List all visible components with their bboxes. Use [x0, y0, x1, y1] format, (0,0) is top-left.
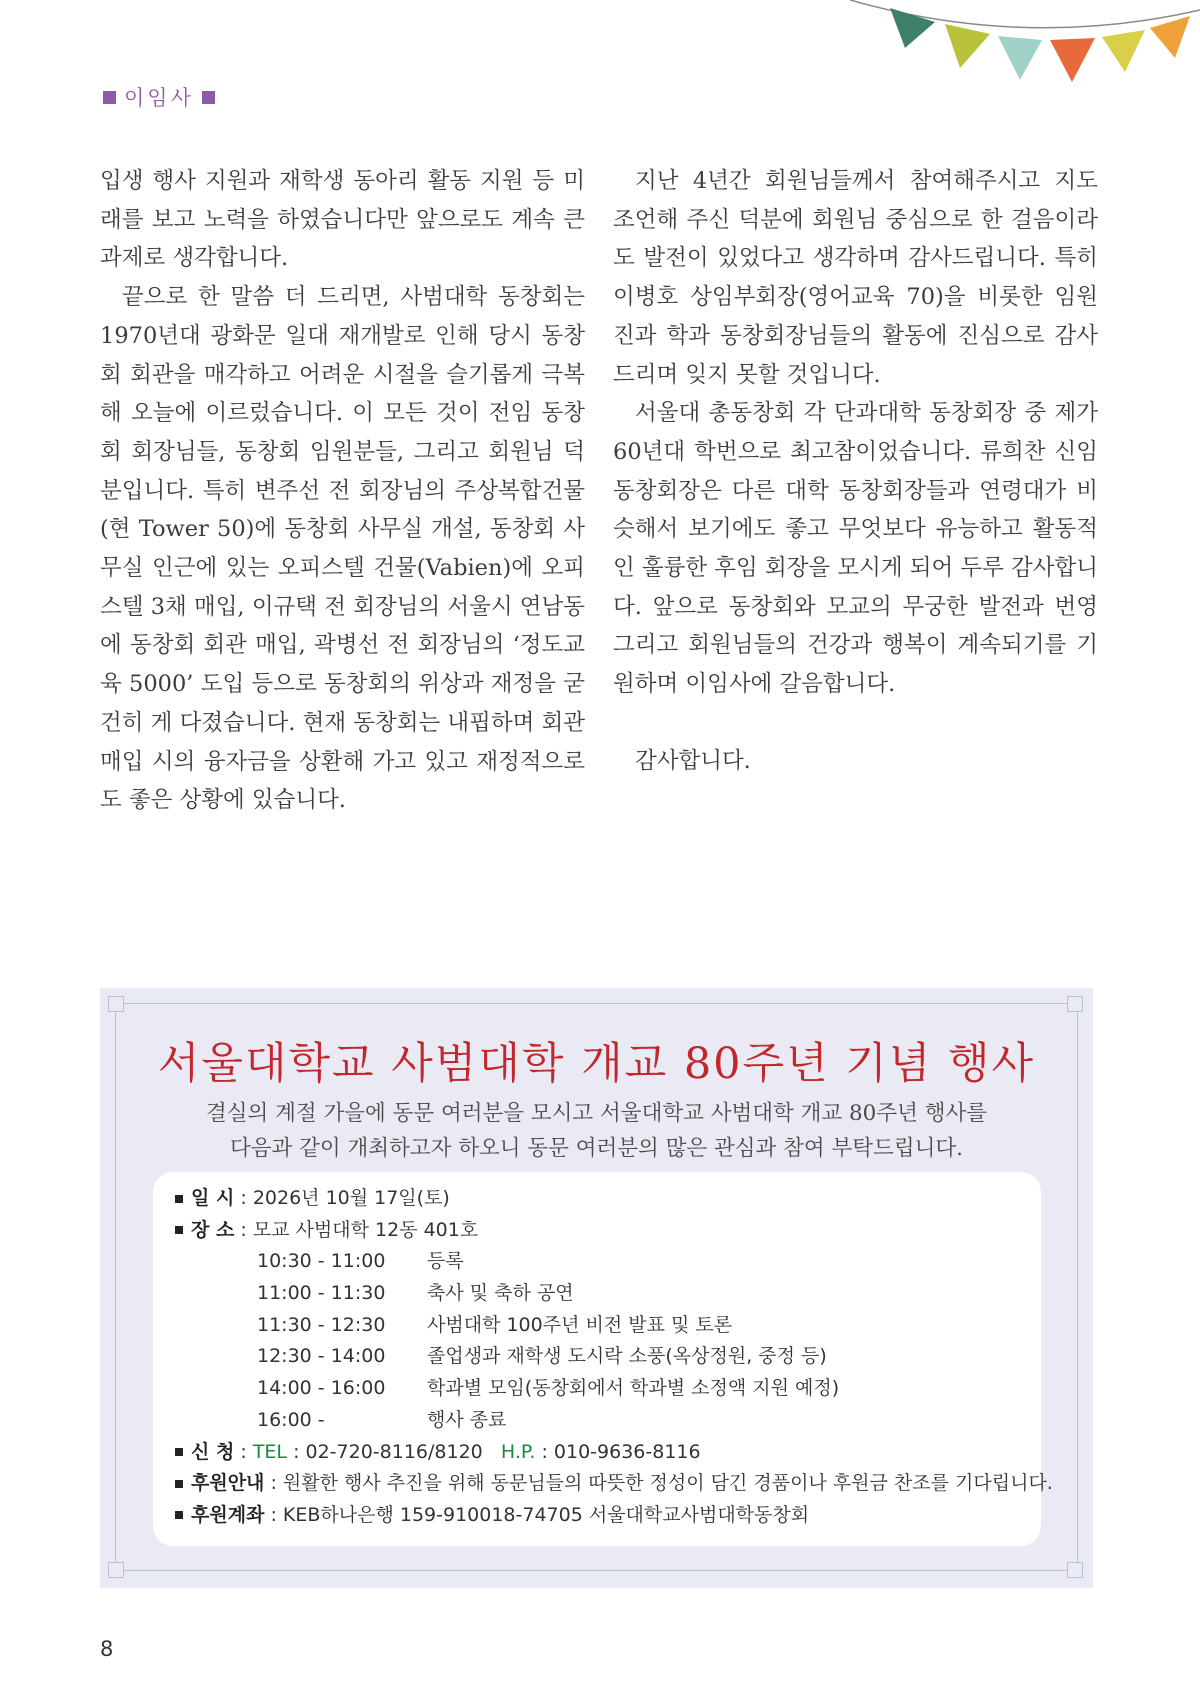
- corner-ornament-icon: [108, 996, 124, 1012]
- apply-label: 신 청: [191, 1440, 235, 1463]
- bullet-icon: [175, 1195, 183, 1203]
- schedule-row: [175, 1278, 1053, 1310]
- notice-intro: [100, 1096, 1093, 1166]
- schedule-event: 학과별 모임(동창회에서 학과별 소정액 지원 예정): [427, 1377, 840, 1400]
- section-label: [103, 82, 215, 112]
- corner-ornament-icon: [1067, 1562, 1083, 1578]
- hp-value: : 010-9636-8116: [541, 1440, 701, 1463]
- notice-intro-line: 다음과 같이 개최하고자 하오니 동문 여러분의 많은 관심과 참여 부탁드립니다.: [230, 1136, 963, 1161]
- article-paragraph: 끝으로 한 말씀 더 드리면, 사범대학 동창회는 1970년대 광화문 일대 재개발로 인해 당시 동창회 회관을 매각하고 어려운 시절을 슬기롭게 극복해 오늘에 이르렀습니다. 이 모든 것이 전임 동창회 회장님들, 동창회 임원분들, 그리고 회원님 덕분입니다. 특히 변주선 전 회장님의 주상복합건물(현 Tower 50)에 동창회 사무실 개설, 동창회 사무실 인근에 있는 오피스텔 건물(Vabien)에 오피스텔 3채 매입, 이규택 전 회장님의 서울시 연남동에 동창회 회관 매입, 곽병선 전 회장님의 ‘정도교육 5000’ 도입 등으로 동창회의 위상과 재정을 굳건히 게 다졌습니다. 현재 동창회는 내핍하며 회관 매입 시의 융자금을 상환해 가고 있고 재정적으로도 좋은 상황에 있습니다.: [100, 284, 585, 814]
- page-number: 8: [100, 1637, 114, 1661]
- place-row: [175, 1215, 1053, 1247]
- schedule-event: 축사 및 축하 공연: [427, 1282, 574, 1305]
- date-label: 일 시: [191, 1187, 235, 1209]
- bullet-icon: [175, 1448, 183, 1456]
- schedule-event: 사범대학 100주년 비전 발표 및 토론: [427, 1313, 733, 1336]
- bullet-icon: [175, 1511, 183, 1519]
- schedule-row: [175, 1246, 1053, 1278]
- article-paragraph: 입생 행사 지원과 재학생 동아리 활동 지원 등 미래를 보고 노력을 하였습니다만 앞으로도 계속 큰 과제로 생각합니다.: [100, 168, 585, 272]
- bullet-icon: [175, 1480, 183, 1488]
- event-info: [175, 1183, 1053, 1532]
- corner-ornament-icon: [1067, 996, 1083, 1012]
- square-icon: [202, 91, 215, 104]
- notice-intro-line: 결실의 계절 가을에 동문 여러분을 모시고 서울대학교 사범대학 개교 80주년 행사를: [205, 1101, 988, 1126]
- article-paragraph: 서울대 총동창회 각 단과대학 동창회장 중 제가 60년대 학번으로 최고참이었습니다. 류희찬 신임 동창회장은 다른 대학 동창회장들과 연령대가 비슷해서 보기에도 좋고 무엇보다 유능하고 활동적인 훌륭한 후임 회장을 모시게 되어 두루 감사합니다. 앞으로 동창회와 모교의 무궁한 발전과 번영 그리고 회원님들의 건강과 행복이 계속되기를 기원하며 이임사에 갈음합니다.: [613, 400, 1098, 698]
- sponsor-row: [175, 1468, 1053, 1500]
- schedule-event: 행사 종료: [427, 1408, 507, 1431]
- notice-title: 서울대학교 사범대학 개교 80주년 기념 행사: [157, 1039, 1036, 1089]
- schedule-row: [175, 1405, 1053, 1437]
- schedule-row: [175, 1341, 1053, 1373]
- corner-ornament-icon: [108, 1562, 124, 1578]
- square-icon: [103, 91, 116, 104]
- article-left-column: [100, 162, 585, 820]
- account-value: : KEB하나은행 159-910018-74705 서울대학교사범대학동창회: [270, 1503, 810, 1526]
- article-closing: 감사합니다.: [635, 747, 751, 774]
- bunting-decoration-icon: [850, 0, 1200, 100]
- place-label: 장 소: [191, 1218, 235, 1241]
- schedule-time: 11:00 - 11:30: [257, 1282, 386, 1305]
- bullet-icon: [175, 1226, 183, 1234]
- schedule-event: 등록: [427, 1250, 464, 1273]
- schedule-row: [175, 1310, 1053, 1342]
- sponsor-label: 후원안내: [191, 1472, 265, 1495]
- article-right-column: [613, 162, 1098, 781]
- sponsor-value: : 원활한 행사 추진을 위해 동문님들의 따뜻한 정성이 담긴 경품이나 후원금 찬조를 기다립니다.: [270, 1472, 1053, 1495]
- schedule-time: 14:00 - 16:00: [257, 1377, 386, 1400]
- tel-label: TEL: [252, 1440, 288, 1463]
- date-value: : 2026년 10월 17일(토): [240, 1187, 450, 1209]
- schedule-event: 졸업생과 재학생 도시락 소풍(옥상정원, 중정 등): [427, 1345, 827, 1368]
- tel-value: : 02-720-8116/8120: [293, 1440, 483, 1463]
- schedule-time: 12:30 - 14:00: [257, 1345, 386, 1368]
- schedule-time: 10:30 - 11:00: [257, 1250, 386, 1273]
- date-row: [175, 1183, 1053, 1215]
- hp-label: H.P.: [500, 1440, 536, 1463]
- account-row: [175, 1500, 1053, 1532]
- schedule-time: 11:30 - 12:30: [257, 1313, 386, 1336]
- account-label: 후원계좌: [191, 1503, 265, 1526]
- schedule-row: [175, 1373, 1053, 1405]
- article-paragraph: 지난 4년간 회원님들께서 참여해주시고 지도 조언해 주신 덕분에 회원님 중심으로 한 걸음이라도 발전이 있었다고 생각하며 감사드립니다. 특히 이병호 상임부회장(영어교육 70)을 비롯한 임원진과 학과 동창회장님들의 활동에 진심으로 감사드리며 잊지 못할 것입니다.: [613, 168, 1098, 388]
- place-value: : 모교 사범대학 12동 401호: [240, 1218, 479, 1241]
- schedule-time: 16:00 -: [257, 1408, 325, 1431]
- section-label-text: 이임사: [124, 86, 194, 110]
- apply-colon: :: [234, 1440, 253, 1463]
- apply-row: [175, 1437, 1053, 1469]
